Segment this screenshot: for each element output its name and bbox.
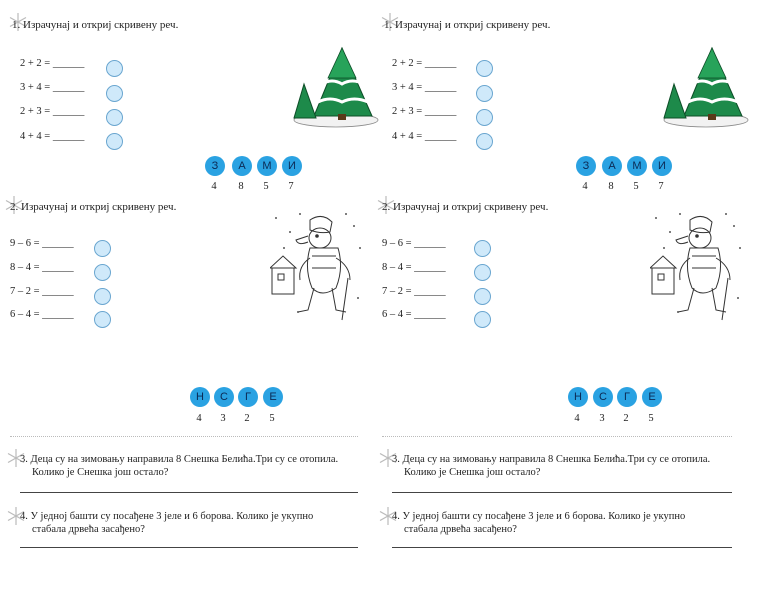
answer-line[interactable] bbox=[20, 547, 358, 548]
task1-equation: 4 + 4 = ______ bbox=[392, 131, 457, 142]
task3-line1: 3. Деца су на зимовању направила 8 Снешка Белића.Три су се отопила. bbox=[392, 454, 711, 465]
key-letter-bubble: С bbox=[214, 387, 234, 407]
answer-circle[interactable] bbox=[474, 288, 491, 305]
task1-equation: 3 + 4 = ______ bbox=[392, 82, 457, 93]
task2-equation: 9 – 6 = ______ bbox=[10, 238, 74, 249]
task4-text bbox=[392, 510, 737, 536]
answer-circle[interactable] bbox=[94, 264, 111, 281]
answer-circle[interactable] bbox=[476, 133, 493, 150]
key-letter-bubble: Н bbox=[190, 387, 210, 407]
task2-equation: 7 – 2 = ______ bbox=[10, 286, 74, 297]
answer-line[interactable] bbox=[392, 492, 732, 493]
task3-line2: Колико је Снешка још остало? bbox=[404, 467, 541, 478]
task1-equation: 4 + 4 = ______ bbox=[20, 131, 85, 142]
key-number: 3 bbox=[220, 413, 226, 424]
task2-equation: 6 – 4 = ______ bbox=[382, 309, 446, 320]
answer-circle[interactable] bbox=[106, 109, 123, 126]
task3-line1: 3. Деца су на зимовању направила 8 Снешка Белића.Три су се отопила. bbox=[20, 454, 339, 465]
answer-circle[interactable] bbox=[94, 311, 111, 328]
key-number: 5 bbox=[269, 413, 275, 424]
answer-line[interactable] bbox=[20, 492, 358, 493]
key-number: 2 bbox=[623, 413, 629, 424]
task1-title: 1. Израчунај и откриј скривену реч. bbox=[384, 19, 551, 31]
worksheet-copy-right bbox=[372, 0, 756, 594]
key-letter-bubble: Е bbox=[642, 387, 662, 407]
task2-equation: 8 – 4 = ______ bbox=[10, 262, 74, 273]
key-letter-bubble: Г bbox=[617, 387, 637, 407]
answer-circle[interactable] bbox=[94, 240, 111, 257]
task3-text bbox=[20, 453, 365, 479]
task4-line1: 4. У једној башти су посађене 3 јеле и 6 борова. Колико је укупно bbox=[20, 511, 314, 522]
answer-circle[interactable] bbox=[474, 264, 491, 281]
key-letter-bubble: М bbox=[627, 156, 647, 176]
key-number: 5 bbox=[263, 181, 269, 192]
task1-equation: 2 + 3 = ______ bbox=[20, 106, 85, 117]
fir-tree-illustration bbox=[662, 44, 750, 132]
task2-equation: 7 – 2 = ______ bbox=[382, 286, 446, 297]
task2-title: 2. Израчунај и откриј скривену реч. bbox=[10, 201, 177, 213]
key-number: 2 bbox=[244, 413, 250, 424]
key-number: 7 bbox=[288, 181, 294, 192]
answer-circle[interactable] bbox=[476, 60, 493, 77]
goose-illustration bbox=[270, 208, 366, 328]
answer-circle[interactable] bbox=[476, 85, 493, 102]
task2-title: 2. Израчунај и откриј скривену реч. bbox=[382, 201, 549, 213]
task4-text bbox=[20, 510, 365, 536]
key-number: 4 bbox=[196, 413, 202, 424]
task1-equation: 3 + 4 = ______ bbox=[20, 82, 85, 93]
key-letter-bubble: М bbox=[257, 156, 277, 176]
task4-line2: стабала дрвећа засађено? bbox=[404, 524, 517, 535]
answer-line[interactable] bbox=[392, 547, 732, 548]
answer-circle[interactable] bbox=[106, 60, 123, 77]
task2-equation: 6 – 4 = ______ bbox=[10, 309, 74, 320]
task2-equation: 8 – 4 = ______ bbox=[382, 262, 446, 273]
answer-circle[interactable] bbox=[106, 133, 123, 150]
key-number: 4 bbox=[582, 181, 588, 192]
key-letter-bubble: И bbox=[652, 156, 672, 176]
task1-equation: 2 + 2 = ______ bbox=[392, 58, 457, 69]
task1-title: 1. Израчунај и откриј скривену реч. bbox=[12, 19, 179, 31]
key-letter-bubble: Н bbox=[568, 387, 588, 407]
task1-equation: 2 + 2 = ______ bbox=[20, 58, 85, 69]
key-letter-bubble: А bbox=[232, 156, 252, 176]
task1-equation: 2 + 3 = ______ bbox=[392, 106, 457, 117]
answer-circle[interactable] bbox=[476, 109, 493, 126]
task4-line1: 4. У једној башти су посађене 3 јеле и 6 борова. Колико је укупно bbox=[392, 511, 686, 522]
answer-circle[interactable] bbox=[474, 311, 491, 328]
section-divider bbox=[382, 436, 732, 437]
task2-equation: 9 – 6 = ______ bbox=[382, 238, 446, 249]
task4-line2: стабала дрвећа засађено? bbox=[32, 524, 145, 535]
key-number: 8 bbox=[608, 181, 614, 192]
key-letter-bubble: З bbox=[205, 156, 225, 176]
answer-circle[interactable] bbox=[106, 85, 123, 102]
key-letter-bubble: И bbox=[282, 156, 302, 176]
fir-tree-illustration bbox=[292, 44, 380, 132]
key-number: 5 bbox=[633, 181, 639, 192]
answer-circle[interactable] bbox=[94, 288, 111, 305]
section-divider bbox=[10, 436, 358, 437]
goose-illustration bbox=[650, 208, 746, 328]
task3-text bbox=[392, 453, 737, 479]
key-number: 4 bbox=[211, 181, 217, 192]
key-letter-bubble: С bbox=[593, 387, 613, 407]
key-number: 3 bbox=[599, 413, 605, 424]
key-letter-bubble: А bbox=[602, 156, 622, 176]
task3-line2: Колико је Снешка још остало? bbox=[32, 467, 169, 478]
key-number: 7 bbox=[658, 181, 664, 192]
key-number: 5 bbox=[648, 413, 654, 424]
key-letter-bubble: Г bbox=[238, 387, 258, 407]
key-number: 4 bbox=[574, 413, 580, 424]
key-letter-bubble: З bbox=[576, 156, 596, 176]
answer-circle[interactable] bbox=[474, 240, 491, 257]
key-letter-bubble: Е bbox=[263, 387, 283, 407]
key-number: 8 bbox=[238, 181, 244, 192]
